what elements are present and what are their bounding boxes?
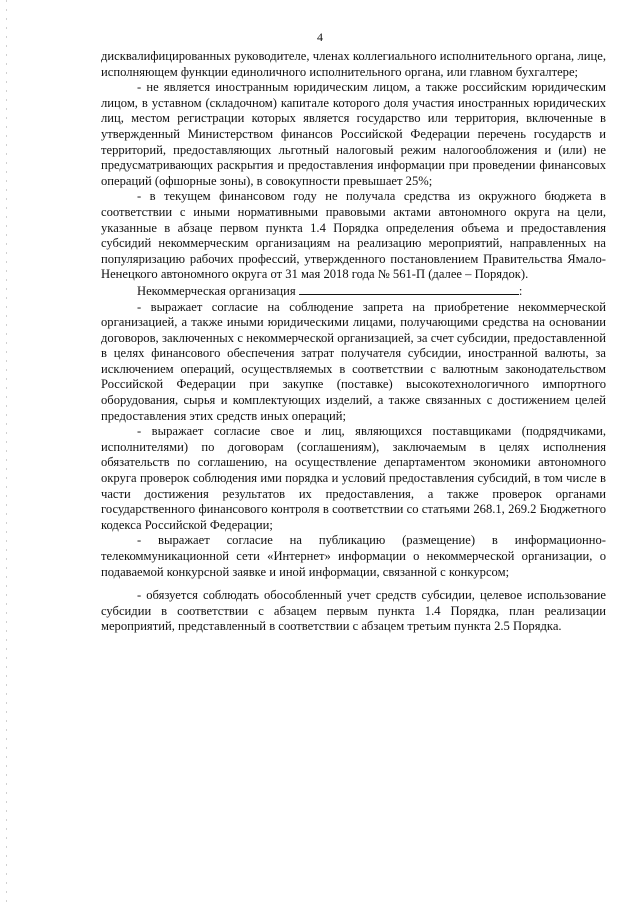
document-body bbox=[101, 49, 606, 635]
paragraph-7: - выражает согласие на публикацию (размещение) в информационно-телекоммуникационной сети «Интернет» информации о некоммерческой организации, о подаваемой конкурсной заявке и иной информации, связанной с конкурсом; bbox=[101, 533, 606, 579]
paragraph-gap bbox=[101, 580, 606, 588]
paragraph-2: - не является иностранным юридическим лицом, а также российским юридическим лицом, в уставном (складочном) капитале которого доля участия иностранных юридических лиц, местом регистрации которых является государство или территория, включенные в утвержденный Министерством финансов Российской Федерации перечень государств и территорий, предоставляющих льготный налоговый режим налогообложения и (или) не предусматривающих раскрытия и предоставления информации при проведении финансовых операций (офшорные зоны), в совокупности превышает 25%; bbox=[101, 80, 606, 188]
org-fill-suffix: : bbox=[518, 283, 523, 298]
org-fill-line bbox=[101, 283, 606, 300]
paragraph-5: - выражает согласие на соблюдение запрета на приобретение некоммерческой организацией, а также иными юридическими лицами, получающими средства на основании договоров, заключенных с некоммерческой организацией, за счет субсидии, предоставленной в целях финансового обеспечения затрат получателя субсидии, иностранной валюты, за исключением операций, осуществляемых в соответствии с валютным законодательством Российской Федерации при закупке (поставке) высокотехнологичного импортного оборудования, сырья и комплектующих изделий, а также связанных с достижением целей предоставления этих средств иных операций; bbox=[101, 299, 606, 423]
page-number: 4 bbox=[317, 30, 323, 44]
org-name-blank bbox=[299, 283, 519, 295]
paragraph-1: дисквалифицированных руководителе, членах коллегиального исполнительного органа, лице, исполняющем функции единоличного исполнительного органа, или главном бухгалтере; bbox=[101, 49, 606, 79]
paragraph-3: - в текущем финансовом году не получала средства из окружного бюджета в соответствии с иными нормативными правовыми актами автономного округа на цели, указанные в абзаце первом пункта 1.4 Порядка определения объема и предоставления субсидий некоммерческим организациям на реализацию мероприятий, направленных на популяризацию рабочих профессий, утвержденного постановлением Правительства Ямало-Ненецкого автономного округа от 31 мая 2018 года № 561-П (далее – Порядок). bbox=[101, 189, 606, 282]
scan-edge-marks bbox=[6, 0, 7, 905]
org-fill-label: Некоммерческая организация bbox=[137, 283, 296, 298]
paragraph-6: - выражает согласие свое и лиц, являющихся поставщиками (подрядчиками, исполнителями) по договорам (соглашениям), заключаемым в целях исполнения обязательств по соглашению, на осуществление департаментом экономики автономного округа проверок соблюдения ими порядка и условий предоставления субсидий, в том числе в части достижения результатов их предоставления, а также проверок органами государственного финансового контроля в соответствии со статьями 268.1, 269.2 Бюджетного кодекса Российской Федерации; bbox=[101, 424, 606, 532]
paragraph-8: - обязуется соблюдать обособленный учет средств субсидии, целевое использование субсидии в соответствии с абзацем первым пункта 1.4 Порядка, план реализации мероприятий, представленный в соответствии с абзацем третьим пункта 2.5 Порядка. bbox=[101, 588, 606, 634]
